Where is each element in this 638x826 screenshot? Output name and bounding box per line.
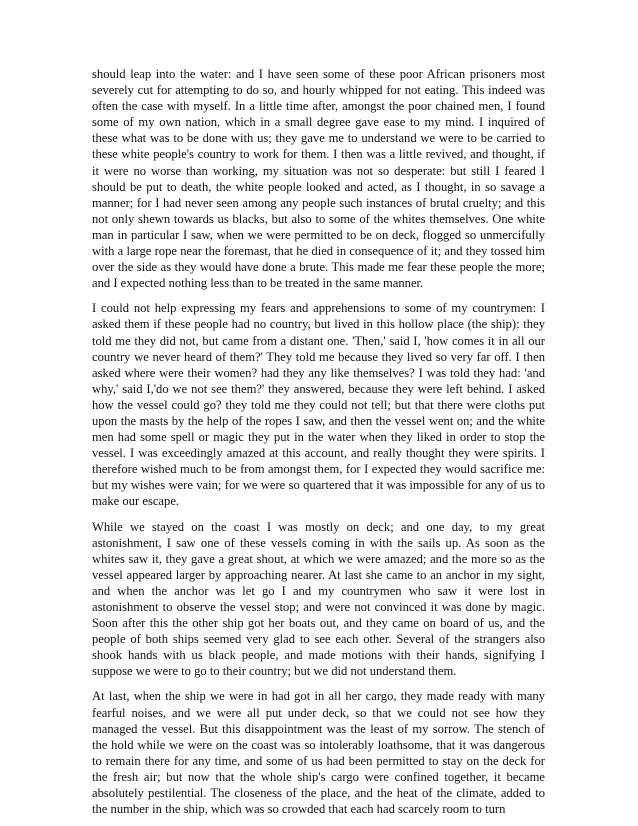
paragraph-3: While we stayed on the coast I was mostly on deck; and one day, to my great astonishment, I saw one of these vessels coming in with the sails up. As soon as the whites saw it, they gave a great shout, at which we were amazed; and the more so as the vessel appeared larger by approaching nearer. At last she came to an anchor in my sight, and when the anchor was let go I and my countrymen who saw it were lost in astonishment to observe the vessel stop; and were not convinced it was done by magic. Soon after this the other ship got her boats out, and they came on board of us, and the people of both ships seemed very glad to see each other. Several of the strangers also shook hands with us black people, and made motions with their hands, signifying I suppose we were to go to their country; but we did not understand them.	[92, 519, 545, 679]
paragraph-4: At last, when the ship we were in had got in all her cargo, they made ready with many fearful noises, and we were all put under deck, so that we could not see how they managed the vessel. But this disappointment was the least of my sorrow. The stench of the hold while we were on the coast was so intolerably loathsome, that it was dangerous to remain there for any time, and some of us had been permitted to stay on the deck for the fresh air; but now that the whole ship's cargo were confined together, it became absolutely pestilential. The closeness of the place, and the heat of the climate, added to the number in the ship, which was so crowded that each had scarcely room to turn	[92, 689, 545, 817]
paragraph-1: should leap into the water: and I have seen some of these poor African prisoners most severely cut for attempting to do so, and hourly whipped for not eating. This indeed was often the case with myself. In a little time after, amongst the poor chained men, I found some of my own nation, which in a small degree gave ease to my mind. I inquired of these what was to be done with us; they gave me to understand we were to be carried to these white people's country to work for them. I then was a little revived, and thought, if it were no worse than working, my situation was not so desperate: but still I feared I should be put to death, the white people looked and acted, as I thought, in so savage a manner; for I had never seen among any people such instances of brutal cruelty; and this not only shewn towards us blacks, but also to some of the whites themselves. One white man in particular I saw, when we were permitted to be on deck, flogged so unmercifully with a large rope near the foremast, that he died in consequence of it; and they tossed him over the side as they would have done a brute. This made me fear these people the more; and I expected nothing less than to be treated in the same manner.	[92, 67, 545, 291]
document-page	[92, 66, 545, 826]
paragraph-2: I could not help expressing my fears and apprehensions to some of my countrymen: I asked them if these people had no country, but lived in this hollow place (the ship): they told me they did not, but came from a distant one. 'Then,' said I, 'how comes it in all our country we never heard of them?' They told me because they lived so very far off. I then asked where were their women? had they any like themselves? I was told they had: 'and why,' said I,'do we not see them?' they answered, because they were left behind. I asked how the vessel could go? they told me they could not tell; but that there were cloths put upon the masts by the help of the ropes I saw, and then the vessel went on; and the white men had some spell or magic they put in the water when they liked in order to stop the vessel. I was exceedingly amazed at this account, and really thought they were spirits. I therefore wished much to be from amongst them, for I expected they would sacrifice me: but my wishes were vain; for we were so quartered that it was impossible for any of us to make our escape.	[92, 301, 545, 509]
